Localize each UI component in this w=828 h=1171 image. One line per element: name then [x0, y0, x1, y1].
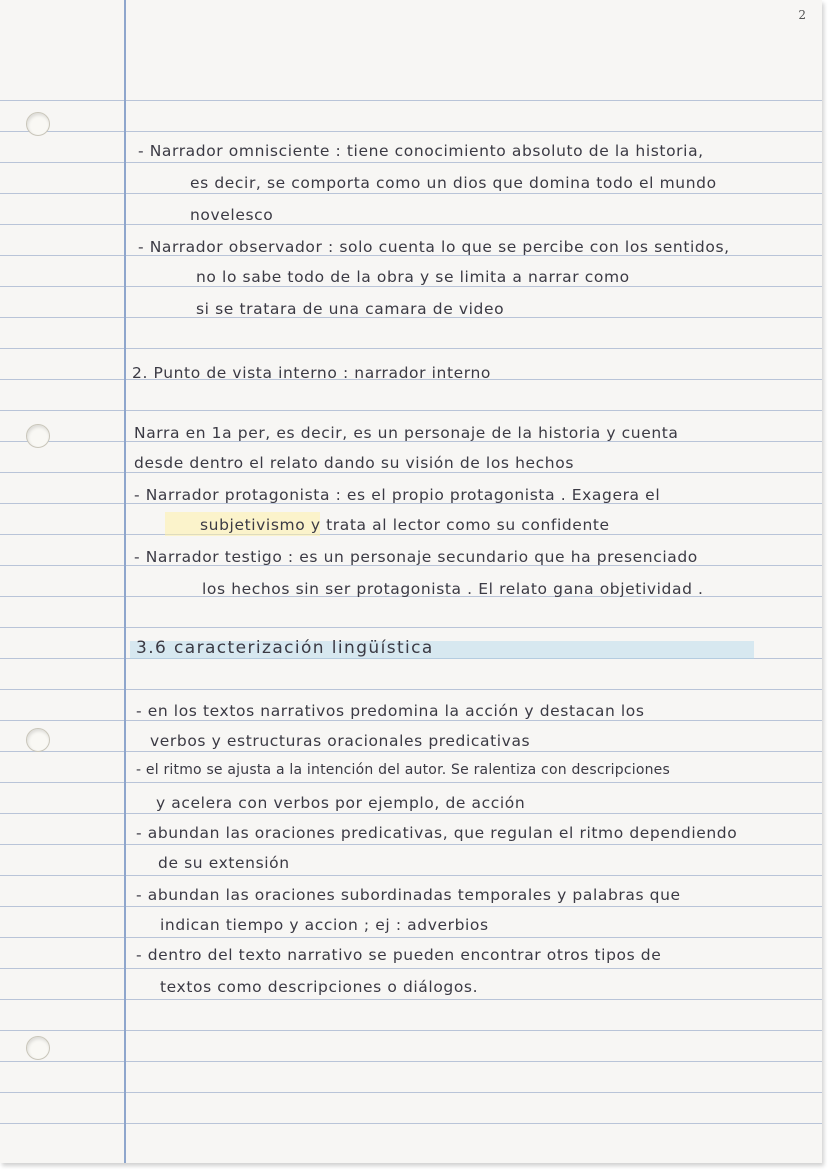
punch-hole — [26, 1036, 50, 1060]
punch-hole — [26, 728, 50, 752]
note-line: verbos y estructuras oracionales predicativas — [150, 732, 531, 750]
punch-hole — [26, 112, 50, 136]
note-line: no lo sabe todo de la obra y se limita a narrar como — [196, 268, 630, 286]
note-line: - Narrador observador : solo cuenta lo que se percibe con los sentidos, — [138, 238, 730, 256]
note-line: - el ritmo se ajusta a la intención del autor. Se ralentiza con descripciones — [136, 762, 670, 778]
note-line: de su extensión — [158, 854, 290, 872]
note-line: - Narrador protagonista : es el propio protagonista . Exagera el — [134, 486, 661, 504]
note-line: - dentro del texto narrativo se pueden encontrar otros tipos de — [136, 946, 662, 964]
note-line: desde dentro el relato dando su visión de los hechos — [134, 454, 574, 472]
page-number: 2 — [798, 8, 806, 22]
note-line: - en los textos narrativos predomina la acción y destacan los — [136, 702, 645, 720]
note-line: - abundan las oraciones predicativas, que regulan el ritmo dependiendo — [136, 824, 738, 842]
note-line: subjetivismo y trata al lector como su confidente — [200, 516, 610, 534]
note-line: - abundan las oraciones subordinadas temporales y palabras que — [136, 886, 681, 904]
note-line: los hechos sin ser protagonista . El relato gana objetividad . — [202, 580, 704, 598]
punch-hole — [26, 424, 50, 448]
section-heading: 2. Punto de vista interno : narrador interno — [132, 364, 491, 382]
section-heading: 3.6 caracterización lingüística — [136, 638, 434, 658]
note-line: si se tratara de una camara de video — [196, 300, 505, 318]
note-line: y acelera con verbos por ejemplo, de acción — [156, 794, 526, 812]
note-line: - Narrador omnisciente : tiene conocimiento absoluto de la historia, — [138, 142, 704, 160]
note-line: textos como descripciones o diálogos. — [160, 978, 479, 996]
note-line: - Narrador testigo : es un personaje secundario que ha presenciado — [134, 548, 698, 566]
note-line: Narra en 1a per, es decir, es un personaje de la historia y cuenta — [134, 424, 679, 442]
margin-line — [124, 0, 126, 1163]
note-line: indican tiempo y accion ; ej : adverbios — [160, 916, 489, 934]
note-line: es decir, se comporta como un dios que domina todo el mundo — [190, 174, 717, 192]
note-line: novelesco — [190, 206, 274, 224]
